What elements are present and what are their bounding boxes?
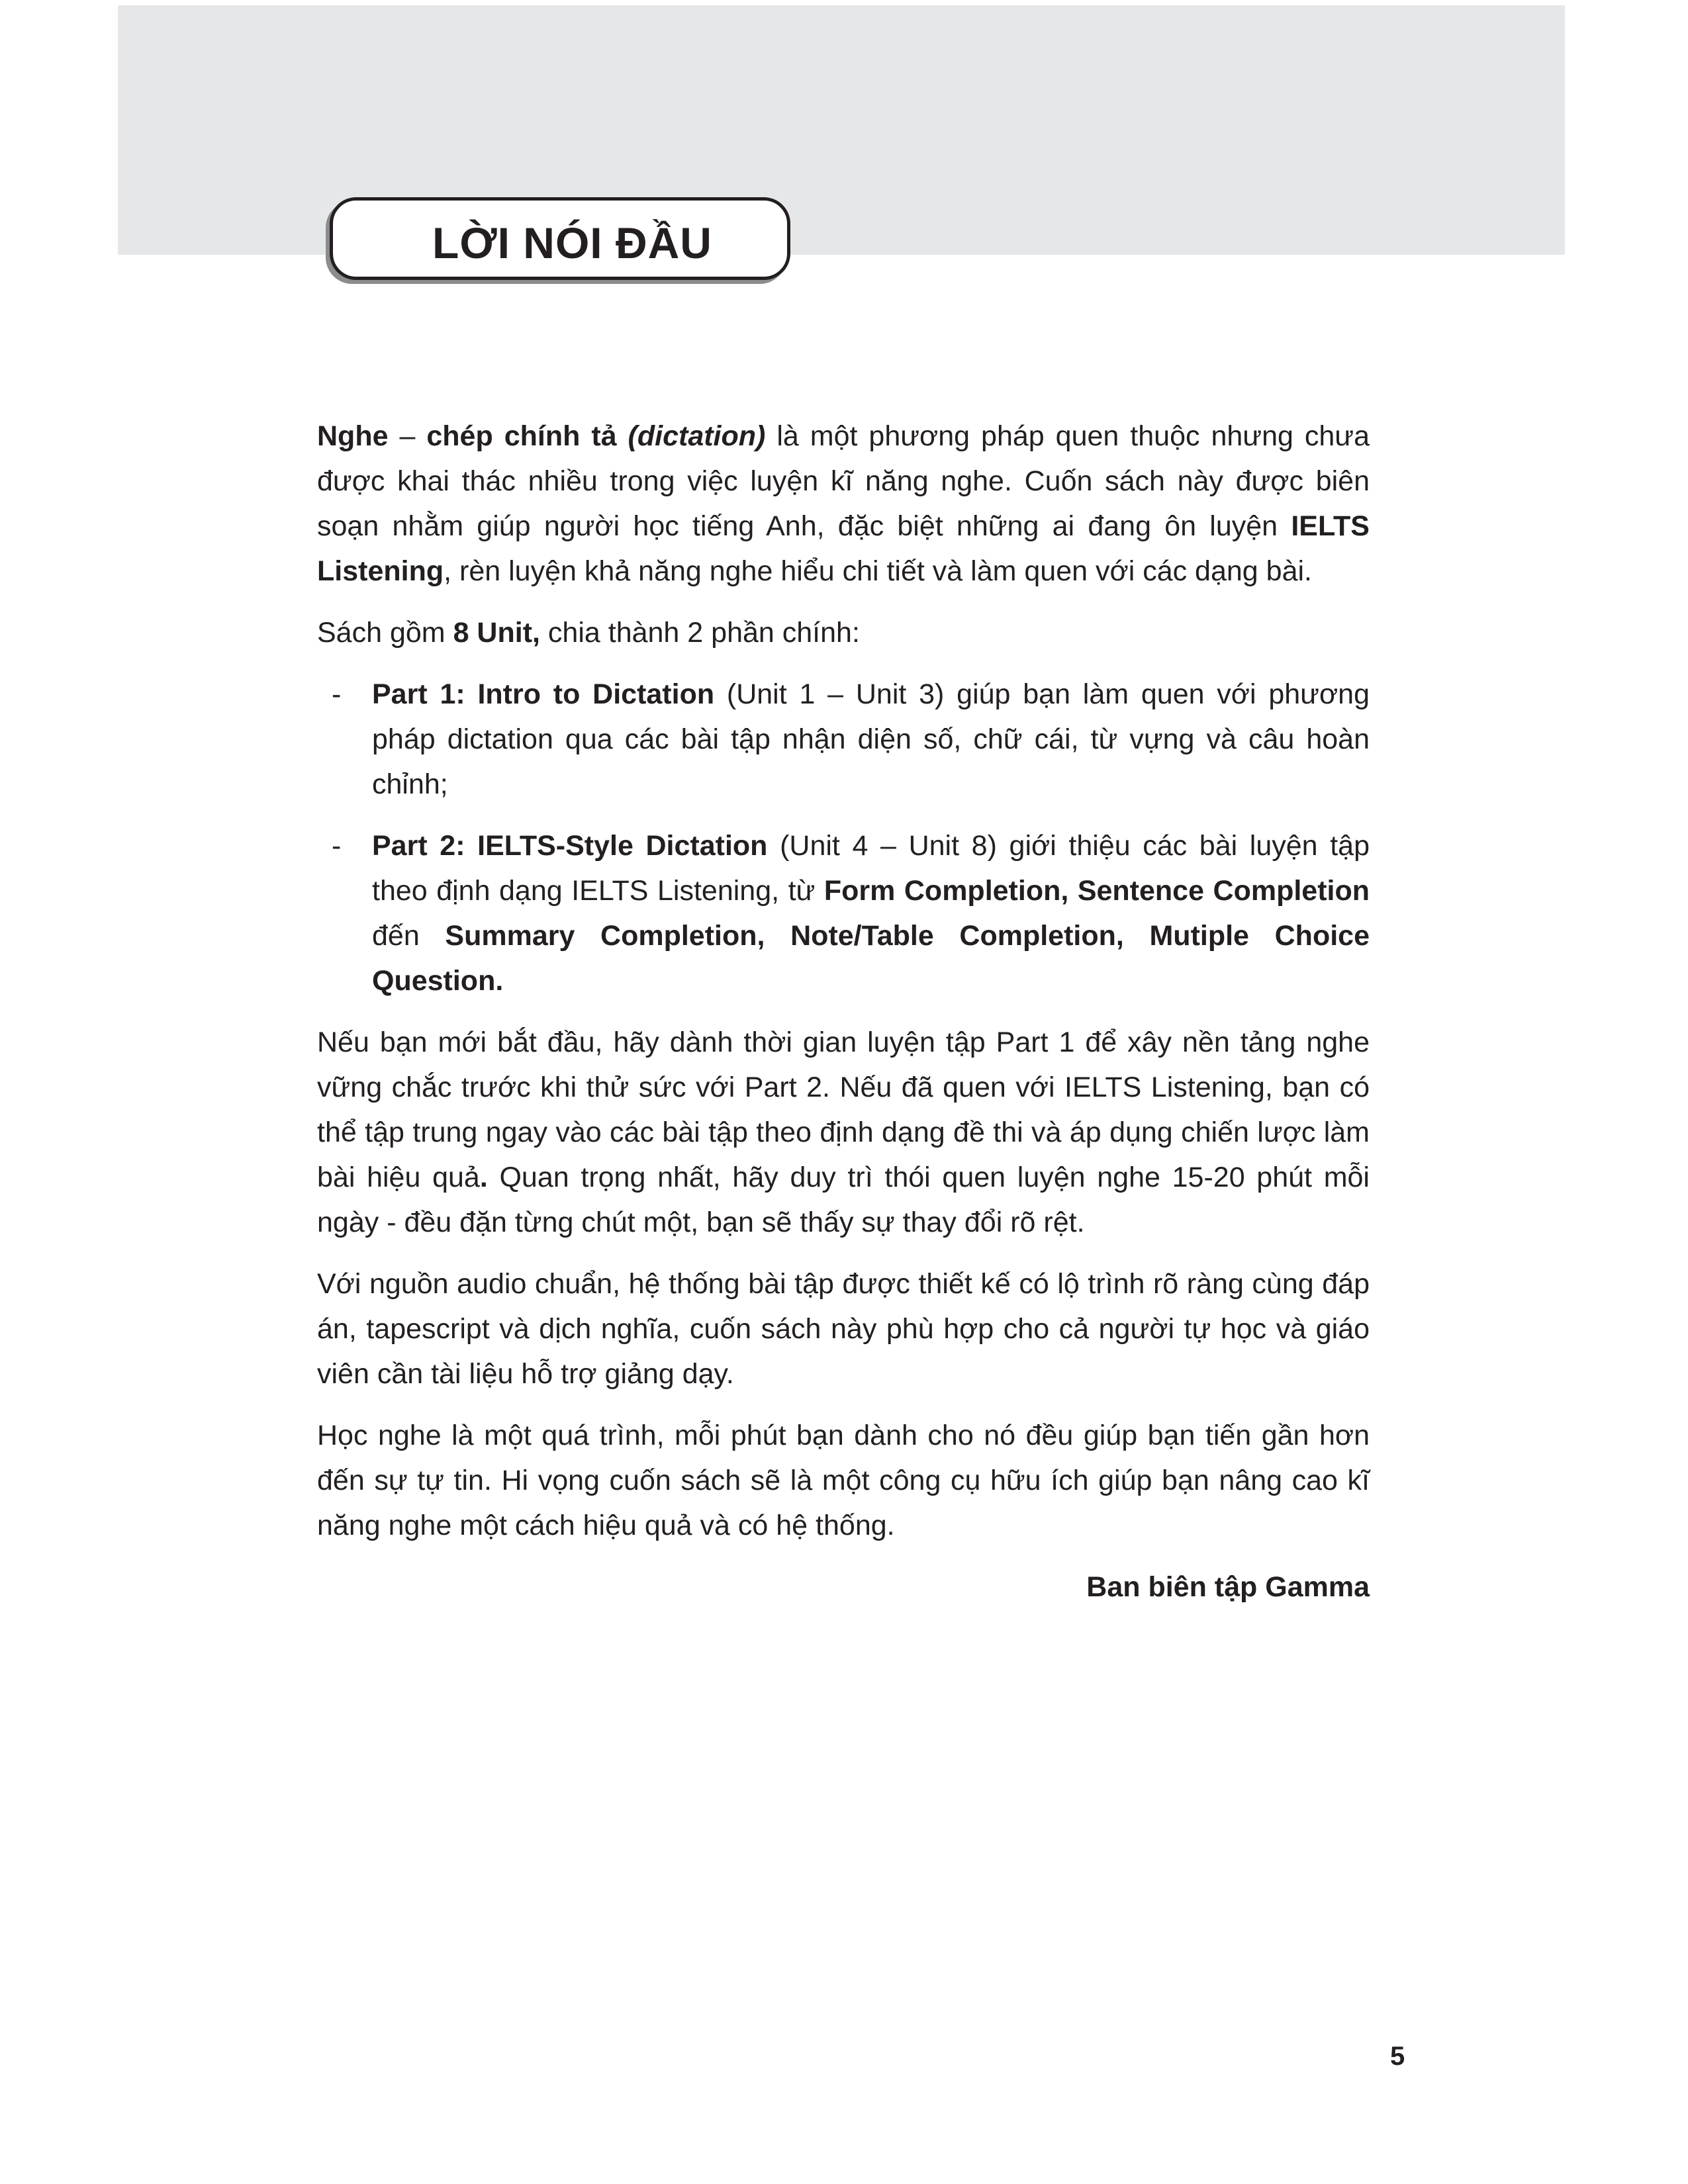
- part-1-text: (Unit 1 – Unit 3) giúp bạn làm quen với phương pháp dictation qua các bài tập nhận diện số, chữ cái, từ vựng và câu hoàn chỉnh;: [372, 678, 1370, 800]
- part-2-bold-b: Summary Completion, Note/Table Completion, Mutiple Choice Question.: [372, 920, 1370, 997]
- advice-text-b: Quan trọng nhất, hãy duy trì thói quen luyện nghe 15-20 phút mỗi ngày - đều đặn từng chút một, bạn sẽ thấy sự thay đổi rõ rệt.: [317, 1161, 1370, 1238]
- list-dash: -: [332, 678, 342, 710]
- structure-paragraph: [317, 610, 1370, 655]
- intro-text-a: là một phương pháp quen thuộc nhưng chưa được khai thác nhiều trong việc luyện kĩ năng nghe. Cuốn sách này được biên soạn nhằm giúp người học tiếng Anh, đặc biệt những ai đang ôn luyện: [317, 420, 1370, 542]
- intro-paragraph: [317, 414, 1370, 594]
- advice-paragraph: [317, 1020, 1370, 1245]
- intro-text-b: , rèn luyện khả năng nghe hiểu chi tiết và làm quen với các dạng bài.: [444, 555, 1312, 587]
- intro-ielts-bold: IELTS Listening: [317, 510, 1370, 587]
- advice-dot: .: [479, 1161, 488, 1193]
- features-paragraph: Với nguồn audio chuẩn, hệ thống bài tập được thiết kế có lộ trình rõ ràng cùng đáp án, tapescript và dịch nghĩa, cuốn sách này phù hợp cho cả người tự học và giáo viên cần tài liệu hỗ trợ giảng dạy.: [317, 1268, 1370, 1390]
- signature: Ban biên tập Gamma: [1086, 1571, 1370, 1603]
- intro-lead-italic: (dictation): [628, 420, 766, 452]
- preface-body: [317, 414, 1370, 1610]
- list-dash: -: [332, 830, 342, 862]
- intro-lead-sep: –: [388, 420, 427, 452]
- structure-prefix: Sách gồm: [317, 617, 453, 649]
- structure-suffix: chia thành 2 phần chính:: [539, 617, 860, 649]
- list-item-part-1: [317, 672, 1370, 807]
- structure-units-bold: 8 Unit,: [453, 617, 540, 649]
- advice-text-a: Nếu bạn mới bắt đầu, hãy dành thời gian luyện tập Part 1 để xây nền tảng nghe vững chắc trước khi thử sức với Part 2. Nếu đã quen với IELTS Listening, bạn có thể tập trung ngay vào các bài tập theo định dạng đề thi và áp dụng chiến lược làm bài hiệu quả: [317, 1026, 1370, 1193]
- closing-paragraph: Học nghe là một quá trình, mỗi phút bạn dành cho nó đều giúp bạn tiến gần hơn đến sự tự tin. Hi vọng cuốn sách sẽ là một công cụ hữu ích giúp bạn nâng cao kĩ năng nghe một cách hiệu quả và có hệ thống.: [317, 1420, 1370, 1541]
- page-number: 5: [1390, 2042, 1405, 2071]
- parts-list: [317, 672, 1370, 1003]
- page-title: LỜI NÓI ĐẦU: [432, 218, 712, 267]
- title-box: [330, 197, 790, 280]
- list-item-part-2: [317, 823, 1370, 1003]
- intro-lead-bold-1: Nghe: [317, 420, 389, 452]
- part-2-title: Part 2: IELTS-Style Dictation: [372, 830, 768, 862]
- part-2-text-b: đến: [372, 920, 445, 952]
- intro-lead-bold-2: chép chính tả: [426, 420, 617, 452]
- part-1-title: Part 1: Intro to Dictation: [372, 678, 715, 710]
- part-2-bold-a: Form Completion, Sentence Completion: [823, 875, 1370, 907]
- part-2-text-a: (Unit 4 – Unit 8) giới thiệu các bài luyện tập theo định dạng IELTS Listening, từ: [372, 830, 1370, 907]
